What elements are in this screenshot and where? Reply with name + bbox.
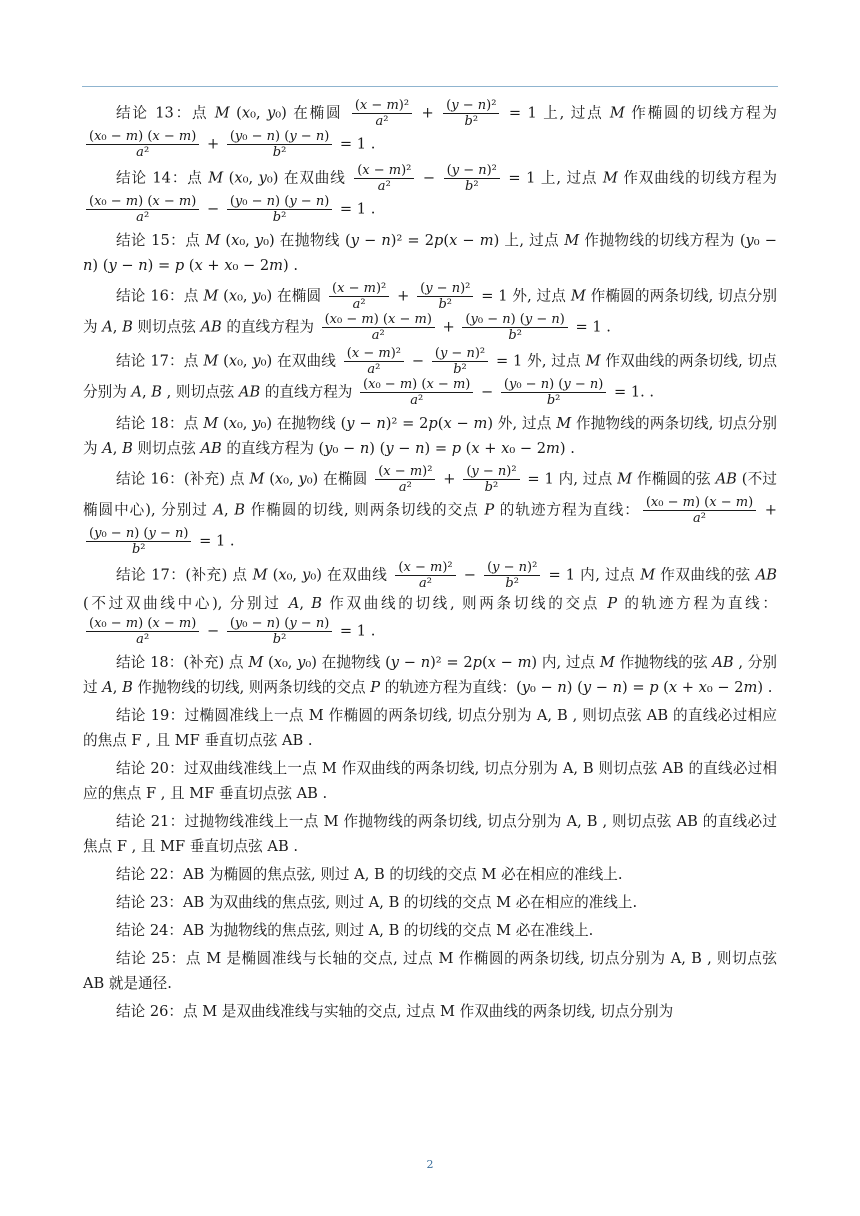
paragraph-26: 结论 26：点 M 是双曲线准线与实轴的交点, 过点 M 作双曲线的两条切线, 切点分别为 — [116, 1003, 674, 1020]
paragraph-18-supplement: 结论 18：(补充) 点 M (x₀, y₀) 在抛物线 (y − n)² = 2p(x − m) 内, 过点 M 作抛物线的弦 AB , 分别过 A, B 作抛物线的切线, 则两条切线的交点 P 的轨迹方程为直线：(y₀ − n) (y − n) = p (x + x₀ − 2m) . — [83, 654, 777, 696]
paragraph-15: 结论 15：点 M (x₀, y₀) 在抛物线 (y − n)² = 2p(x − m) 上, 过点 M 作抛物线的切线方程为 (y₀ − n) (y − n) = p (x + x₀ − 2m) . — [83, 232, 777, 274]
header-rule — [82, 86, 778, 87]
paragraph-14: 结论 14：点 M (x₀, y₀) 在双曲线 $\frac{\text{(x − m)²}}{\text{a²}}$ − $\frac{\text{(y − n)²}}{\text{b²}}$ = 1 上, 过点 M 作双曲线的切线方程为 $\frac{\text{(x₀ − m) (x − m)}}{\text{a²}}$ − $\frac{\text{(y₀ − n) (y − n)}}{\text{b²}}$ = 1 . — [83, 163, 777, 225]
paragraph-22: 结论 22：AB 为椭圆的焦点弦, 则过 A, B 的切线的交点 M 必在相应的准线上. — [116, 866, 623, 883]
paragraph-25: 结论 25：点 M 是椭圆准线与长轴的交点, 过点 M 作椭圆的两条切线, 切点分别为 A, B , 则切点弦 AB 就是通径. — [83, 950, 777, 992]
paragraph-16-supplement: 结论 16：(补充) 点 M (x₀, y₀) 在椭圆 $\frac{\text{(x − m)²}}{\text{a²}}$ + $\frac{\text{(y − n)²}}{\text{b²}}$ = 1 内, 过点 M 作椭圆的弦 AB (不过椭圆中心), 分别过 A, B 作椭圆的切线, 则两条切线的交点 P 的轨迹方程为直线： $\frac{\text{(x₀ − m) (x − m)}}{\text{a²}}$ + $\frac{\text{(y₀ − n) (y − n)}}{\text{b²}}$ = 1 . — [83, 464, 778, 557]
paragraph-20: 结论 20：过双曲线准线上一点 M 作双曲线的两条切线, 切点分别为 A, B 则切点弦 AB 的直线必过相应的焦点 F , 且 MF 垂直切点弦 AB . — [83, 760, 777, 802]
paragraph-23: 结论 23：AB 为双曲线的焦点弦, 则过 A, B 的切线的交点 M 必在相应的准线上. — [116, 894, 638, 911]
paragraph-17: 结论 17：点 M (x₀, y₀) 在双曲线 $\frac{\text{(x − m)²}}{\text{a²}}$ − $\frac{\text{(y − n)²}}{\text{b²}}$ = 1 外, 过点 M 作双曲线的两条切线, 切点分别为 A, B , 则切点弦 AB 的直线方程为 $\frac{\text{(x₀ − m) (x − m)}}{\text{a²}}$ − $\frac{\text{(y₀ − n) (y − n)}}{\text{b²}}$ = 1. . — [83, 346, 777, 408]
paragraph-18: 结论 18：点 M (x₀, y₀) 在抛物线 (y − n)² = 2p(x − m) 外, 过点 M 作抛物线的两条切线, 切点分别为 A, B 则切点弦 AB 的直线方程为 (y₀ − n) (y − n) = p (x + x₀ − 2m) . — [83, 415, 777, 457]
paragraph-13: 结论 13：点 M (x₀, y₀) 在椭圆 $\frac{\text{(x − m)²}}{\text{a²}}$ + $\frac{\text{(y − n)²}}{\text{b²}}$ = 1 上, 过点 M 作椭圆的切线方程为 $\frac{\text{(x₀ − m) (x − m)}}{\text{a²}}$ + $\frac{\text{(y₀ − n) (y − n)}}{\text{b²}}$ = 1 . — [83, 98, 777, 160]
paragraph-17-supplement: 结论 17：(补充) 点 M (x₀, y₀) 在双曲线 $\frac{\text{(x − m)²}}{\text{a²}}$ − $\frac{\text{(y − n)²}}{\text{b²}}$ = 1 内, 过点 M 作双曲线的弦 AB (不过双曲线中心), 分别过 A, B 作双曲线的切线, 则两条切线的交点 P 的轨迹方程为直线： $\frac{\text{(x₀ − m) (x − m)}}{\text{a²}}$ − $\frac{\text{(y₀ − n) (y − n)}}{\text{b²}}$ = 1 . — [83, 560, 777, 647]
paragraph-21: 结论 21：过抛物线准线上一点 M 作抛物线的两条切线, 切点分别为 A, B , 则切点弦 AB 的直线必过焦点 F , 且 MF 垂直切点弦 AB . — [83, 813, 777, 855]
page-number: 2 — [426, 1158, 434, 1171]
paragraph-24: 结论 24：AB 为抛物线的焦点弦, 则过 A, B 的切线的交点 M 必在准线上. — [116, 922, 594, 939]
document-body — [83, 98, 777, 1027]
paragraph-16: 结论 16：点 M (x₀, y₀) 在椭圆 $\frac{\text{(x − m)²}}{\text{a²}}$ + $\frac{\text{(y − n)²}}{\text{b²}}$ = 1 外, 过点 M 作椭圆的两条切线, 切点分别为 A, B 则切点弦 AB 的直线方程为 $\frac{\text{(x₀ − m) (x − m)}}{\text{a²}}$ + $\frac{\text{(y₀ − n) (y − n)}}{\text{b²}}$ = 1 . — [83, 281, 777, 343]
paragraph-19: 结论 19：过椭圆准线上一点 M 作椭圆的两条切线, 切点分别为 A, B , 则切点弦 AB 的直线必过相应的焦点 F , 且 MF 垂直切点弦 AB . — [83, 707, 777, 749]
